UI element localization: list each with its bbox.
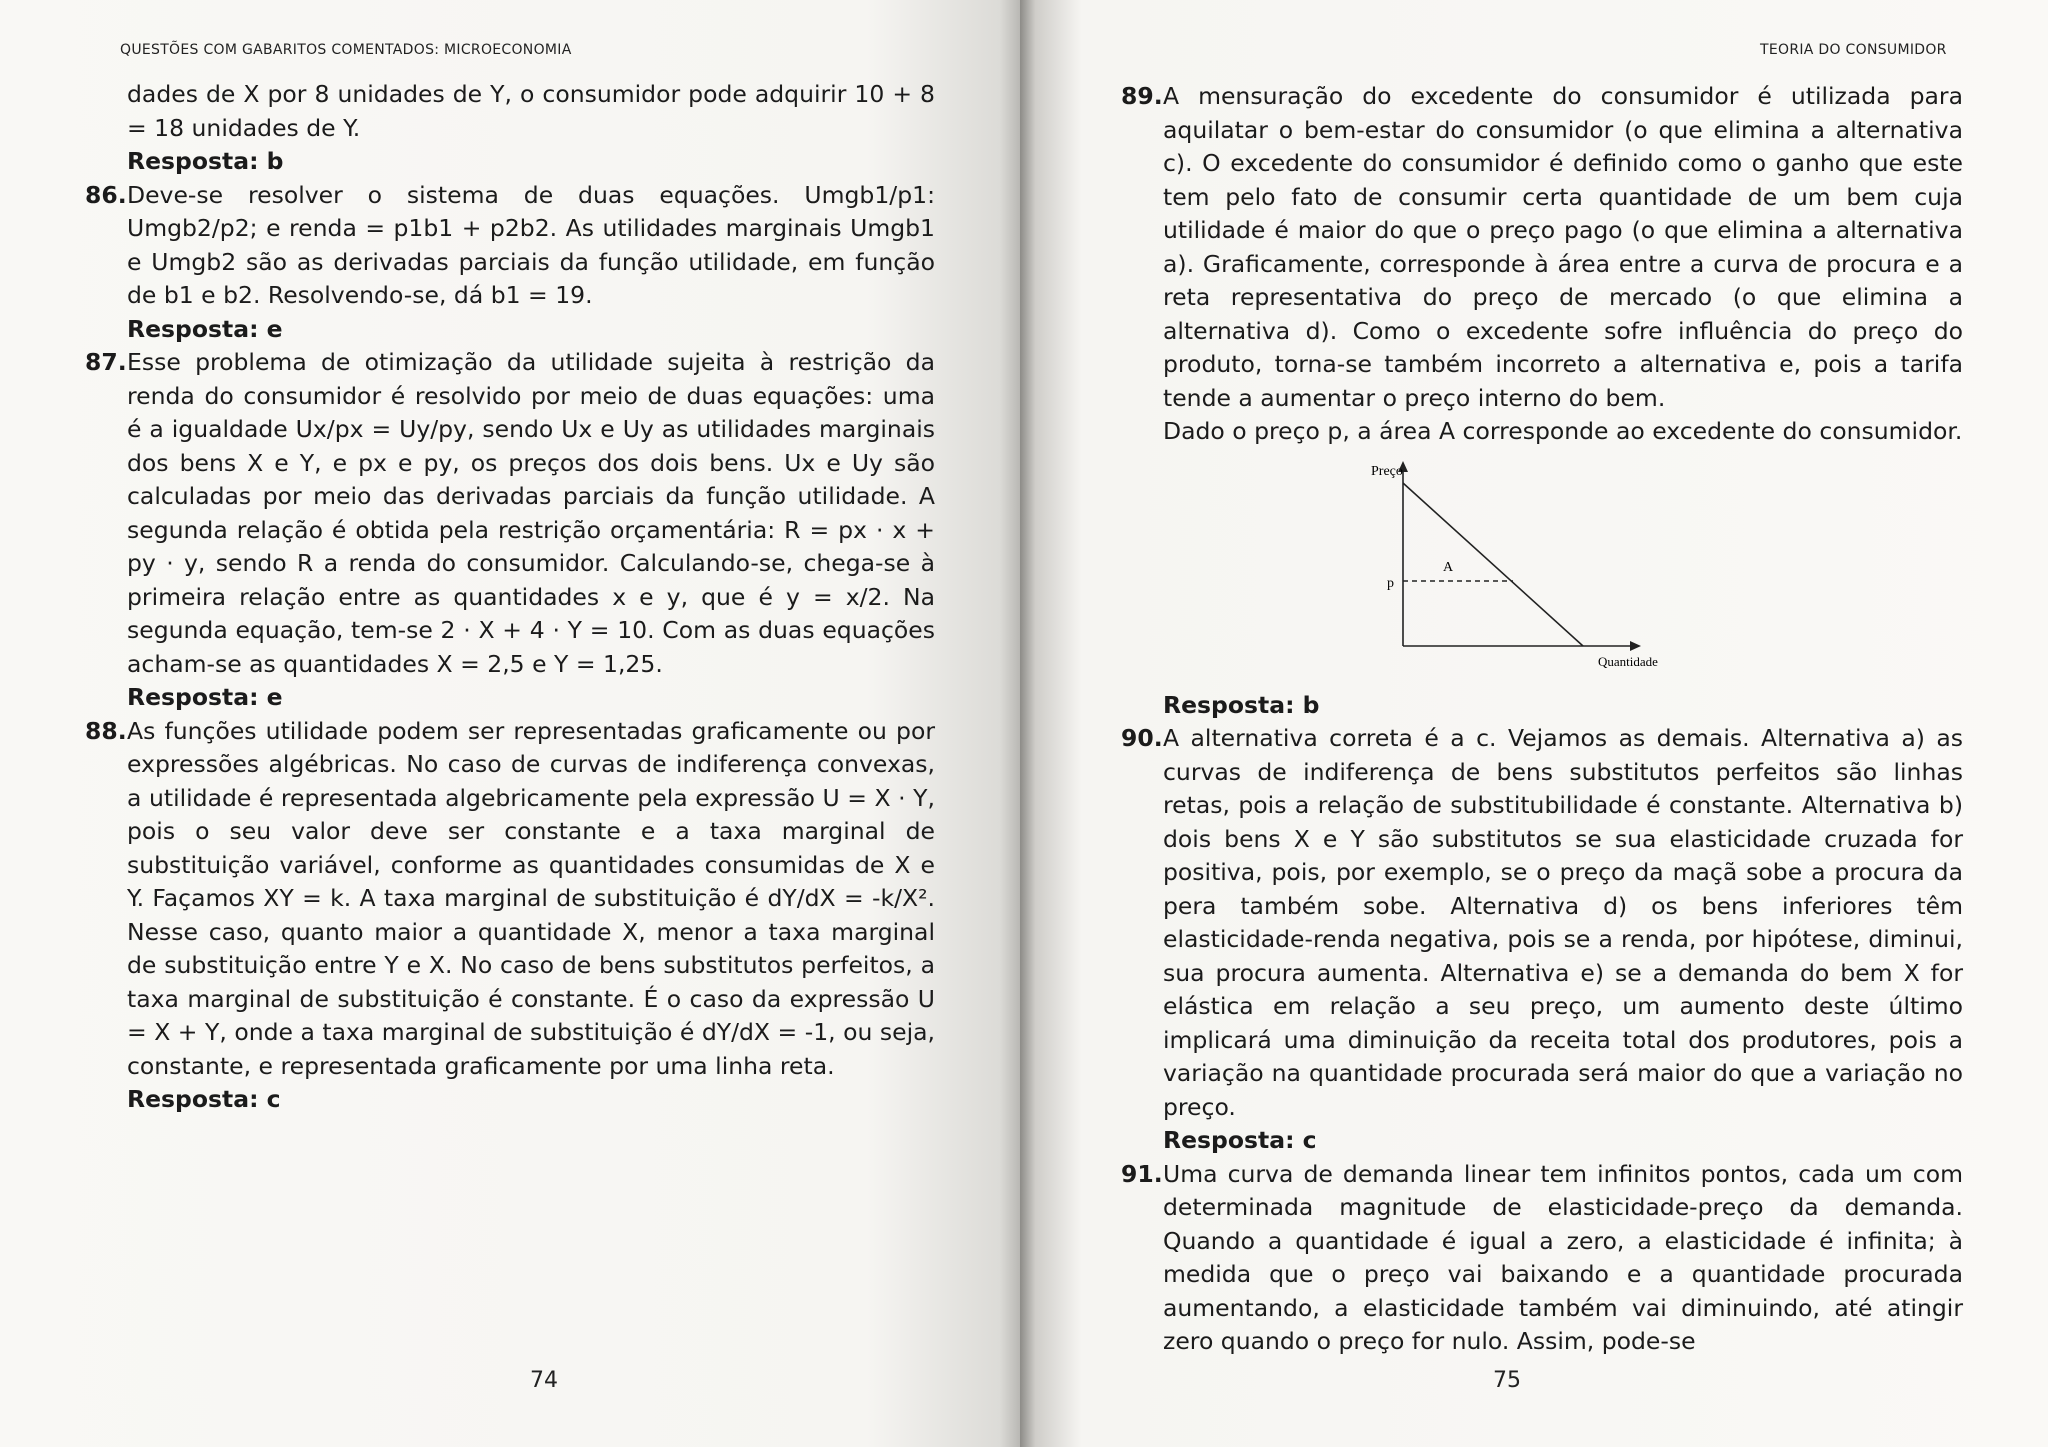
continuation-text: dades de X por 8 unidades de Y, o consumidor pode adquirir 10 + 8 = 18 unidades de Y. [127,80,935,142]
question-number: 86. [85,180,127,209]
consumer-surplus-figure [1163,449,1963,689]
right-page [1020,0,2048,1447]
question-88 [85,715,935,1084]
answer-86: Resposta: e [127,314,283,343]
x-axis-arrow [1630,641,1641,651]
x-axis-label: Quantidade [1598,653,1658,669]
question-89 [1121,80,1963,449]
left-page [0,0,1020,1447]
question-text: Uma curva de demanda linear tem infinitos pontos, cada um com determinada magnitude de elasticidade-preço da demanda. Quando a quantidade é igual a zero, a elasticidade é infinita; à medida que o preço vai baixando e a quantidade procurada aumentando, a elasticidade também vai diminuindo, até atingir zero quando o preço for nulo. Assim, pode-se [1163,1159,1963,1355]
question-91 [1121,1158,1963,1359]
consumer-surplus-diagram [1163,449,1963,689]
question-text: A mensuração do excedente do consumidor é utilizada para aquilatar o bem-estar do consumidor (o que elimina a alternativa c). O excedente do consumidor é definido como o ganho que este tem pelo fato de consumir certa quantidade de um bem cuja utilidade é maior do que o preço pago (o que elimina a alternativa a). Graficamente, corresponde à área entre a curva de procura e a reta representativa do preço de mercado (o que elimina a alternativa d). Como o excedente sofre influência do preço do produto, torna-se também incorreto a alternativa e, pois a tarifa tende a aumentar o preço interno do bem. [1163,82,1963,412]
answer-88: Resposta: c [127,1085,281,1113]
running-header-left: QUESTÕES COM GABARITOS COMENTADOS: MICROECONOMIA [120,42,572,58]
question-number: 89. [1121,82,1163,110]
page-number-left: 74 [530,1368,558,1393]
question-number: 91. [1121,1159,1163,1188]
area-label: A [1443,559,1454,575]
question-text: Esse problema de otimização da utilidade sujeita à restrição da renda do consumidor é resolvido por meio de duas equações: uma é a igualdade Ux/px = Uy/py, sendo Ux e Uy as utilidades marginais dos bens X e Y, e px e py, os preços dos dois bens. Ux e Uy são calculadas por meio das derivadas parciais da função utilidade. A segunda relação é obtida pela restrição orçamentária: R = px · x + py · y, sendo R a renda do consumidor. Calculando-se, chega-se à primeira relação entre as quantidades x e y, que é y = x/2. Na segunda equação, tem-se 2 · X + 4 · Y = 10. Com as duas equações acham-se as quantidades X = 2,5 e Y = 1,25. [127,348,935,678]
question-number: 88. [85,716,127,745]
question-number: 87. [85,348,127,376]
page-number-right: 75 [1493,1368,1521,1393]
question-86 [85,179,935,313]
left-page-body [85,78,935,1117]
question-text: A alternativa correta é a c. Vejamos as demais. Alternativa a) as curvas de indiferença de bens substitutos perfeitos são linhas retas, pois a relação de substitubilidade é constante. Alternativa b) dois bens X e Y são substitutos se sua elasticidade cruzada for positiva, pois, por exemplo, se o preço da maçã sobe a procura da pera também sobe. Alternativa d) os bens inferiores têm elasticidade-renda negativa, pois se a renda, por hipótese, diminui, sua procura aumenta. Alternativa e) se a demanda do bem X for elástica em relação a seu preço, um aumento deste último implicará uma diminuição da receita total dos produtores, pois a variação na quantidade procurada será maior do que a variação no preço. [1163,724,1963,1121]
answer-89: Resposta: b [1163,690,1320,719]
question-body [1163,80,1963,449]
question-90 [1121,722,1963,1124]
running-header-right: TEORIA DO CONSUMIDOR [1760,42,1947,58]
question-number: 90. [1121,724,1163,752]
price-label: p [1387,575,1394,591]
answer-85: Resposta: b [127,147,284,175]
question-text: As funções utilidade podem ser representadas graficamente ou por expressões algébricas. No caso de curvas de indiferença convexas, a utilidade é representada algebricamente pela expressão U = X · Y, pois o seu valor deve ser constante e a taxa marginal de substituição variável, conforme as quantidades consumidas de X e Y. Façamos XY = k. A taxa marginal de substituição é dY/dX = -k/X². Nesse caso, quanto maior a quantidade X, menor a taxa marginal de substituição entre Y e X. No caso de bens substitutos perfeitos, a taxa marginal de substituição é constante. É o caso da expressão U = X + Y, onde a taxa marginal de substituição é dY/dX = -1, ou seja, constante, e representada graficamente por uma linha reta. [127,716,935,1080]
question-text: Deve-se resolver o sistema de duas equações. Umgb1/p1: Umgb2/p2; e renda = p1b1 + p2b2. As utilidades marginais Umgb1 e Umgb2 são as derivadas parciais da função utilidade, em função de b1 e b2. Resolvendo-se, dá b1 = 19. [127,180,935,309]
y-axis-label: Preço [1371,463,1403,479]
question-text-2: Dado o preço p, a área A corresponde ao excedente do consumidor. [1163,417,1963,445]
answer-87: Resposta: e [127,683,283,711]
answer-90: Resposta: c [1163,1126,1317,1154]
question-87 [85,346,935,681]
right-page-body [1121,80,1963,1359]
demand-line [1403,483,1583,646]
